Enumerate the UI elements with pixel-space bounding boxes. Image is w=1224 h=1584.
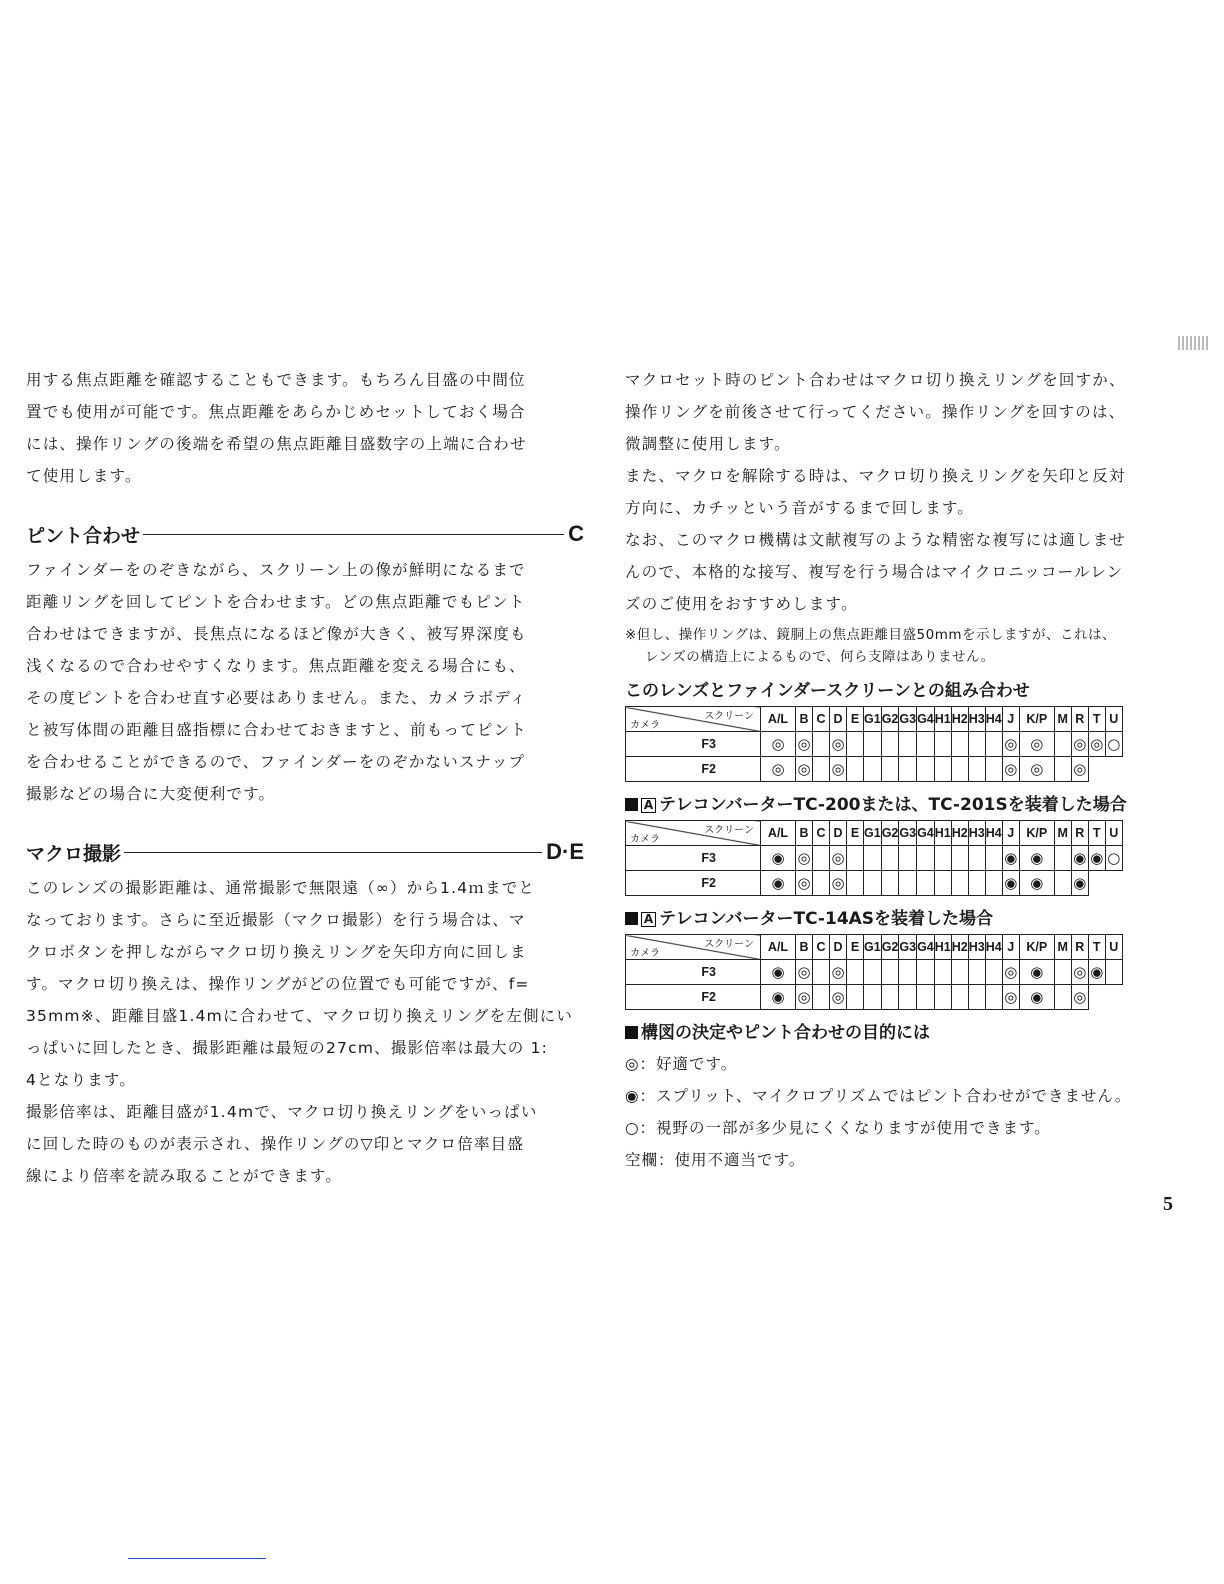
text-line: また、マクロを解除する時は、マクロ切り換えリングを矢印と反対	[625, 467, 1126, 485]
table-cell	[899, 985, 917, 1010]
text-line: には、操作リングの後端を希望の焦点距離目盛数字の上端に合わせ	[26, 435, 527, 453]
column-header: H2	[951, 821, 968, 846]
text-line: 線により倍率を読み取ることができます。	[26, 1167, 343, 1185]
text-line: ファインダーをのぞきながら、スクリーン上の像が鮮明になるまで	[26, 561, 526, 579]
table-cell: ○	[1105, 732, 1122, 757]
table-cell	[1054, 985, 1071, 1010]
table-cell: ◎	[1071, 985, 1088, 1010]
table-title-text: テレコンバーターTC-200または、TC-201Sを装着した場合	[659, 795, 1127, 815]
text-line: ズのご使用をおすすめします。	[625, 595, 858, 613]
table-cell	[813, 732, 830, 757]
column-header: B	[796, 821, 813, 846]
table-cell	[847, 846, 864, 871]
legend-item: 空欄：使用不適当です。	[625, 1151, 806, 1169]
right-column	[625, 364, 1195, 1176]
column-header: G2	[881, 707, 899, 732]
table-cell	[813, 871, 830, 896]
table-cell	[864, 871, 882, 896]
table-cell	[813, 757, 830, 782]
table-cell	[847, 985, 864, 1010]
column-header: H1	[934, 821, 951, 846]
table-cell: ◎	[1019, 757, 1054, 782]
column-header: T	[1088, 707, 1105, 732]
column-header: R	[1071, 707, 1088, 732]
column-header: J	[1002, 821, 1019, 846]
table-cell	[917, 960, 935, 985]
compatibility-table	[625, 934, 1123, 1010]
table-title	[625, 908, 1195, 930]
corner-cell	[626, 935, 761, 960]
column-header: R	[1071, 935, 1088, 960]
table-cell	[968, 732, 985, 757]
text-line: に回した時のものが表示され、操作リングの▽印とマクロ倍率目盛	[26, 1135, 525, 1153]
table-cell: ◎	[1019, 732, 1054, 757]
table-cell	[899, 732, 917, 757]
table-cell: ◉	[1071, 871, 1088, 896]
table-cell	[847, 732, 864, 757]
text-line: 4となります。	[26, 1071, 137, 1089]
table-cell	[985, 985, 1002, 1010]
table-title	[625, 794, 1195, 816]
footer-link-underline	[128, 1558, 266, 1559]
table-cell	[1054, 846, 1071, 871]
table-cell	[917, 732, 935, 757]
column-header: K/P	[1019, 935, 1054, 960]
compatibility-tables	[625, 680, 1195, 1010]
column-header: T	[1088, 935, 1105, 960]
table-header-row	[626, 707, 1123, 732]
column-header: E	[847, 935, 864, 960]
table-cell	[1054, 732, 1071, 757]
macro-paragraph	[26, 872, 584, 1192]
section-heading-macro	[26, 832, 584, 872]
table-cell	[917, 871, 935, 896]
table-cell: ◎	[830, 960, 847, 985]
column-header: H4	[985, 821, 1002, 846]
table-cell	[813, 960, 830, 985]
table-cell: ◎	[761, 757, 796, 782]
table-cell	[951, 871, 968, 896]
table-cell	[881, 732, 899, 757]
column-header: M	[1054, 935, 1071, 960]
table-cell	[968, 960, 985, 985]
corner-cell	[626, 707, 761, 732]
table-cell: ◎	[830, 871, 847, 896]
camera-name: F2	[626, 985, 761, 1010]
table-cell	[951, 960, 968, 985]
table-cell: ◉	[1071, 846, 1088, 871]
table-cell	[968, 985, 985, 1010]
column-header: E	[847, 707, 864, 732]
table-cell: ◉	[1002, 871, 1019, 896]
text-line: マクロセット時のピント合わせはマクロ切り換えリングを回すか、	[625, 371, 1126, 389]
column-header: G1	[864, 707, 882, 732]
camera-name: F3	[626, 960, 761, 985]
table-cell	[968, 846, 985, 871]
page-number: 5	[1163, 1193, 1173, 1215]
table-cell: ◎	[796, 757, 813, 782]
table-cell	[813, 985, 830, 1010]
text-line: 置でも使用が可能です。焦点距離をあらかじめセットしておく場合	[26, 403, 526, 421]
column-header: M	[1054, 821, 1071, 846]
column-header: T	[1088, 821, 1105, 846]
screen-label: スクリーン	[704, 711, 754, 722]
table-cell	[1054, 871, 1071, 896]
section-heading-focus	[26, 514, 584, 554]
text-line: 微調整に使用します。	[625, 435, 791, 453]
compatibility-table	[625, 706, 1123, 782]
camera-label: カメラ	[630, 948, 660, 959]
legend-item: ◎：好適です。	[625, 1055, 738, 1073]
intro-paragraph	[26, 364, 584, 492]
compatibility-table	[625, 820, 1123, 896]
table-title	[625, 680, 1195, 702]
text-line: 用する焦点距離を確認することもできます。もちろん目盛の中間位	[26, 371, 526, 389]
text-line: なっております。さらに至近撮影（マクロ撮影）を行う場合は、マ	[26, 911, 526, 929]
camera-label: カメラ	[630, 720, 660, 731]
table-cell	[899, 846, 917, 871]
text-line: その度ピントを合わせ直す必要はありません。また、カメラボディ	[26, 689, 527, 707]
text-line: を合わせることができるので、ファインダーをのぞかないスナップ	[26, 753, 526, 771]
text-line: このレンズの撮影距離は、通常撮影で無限遠（∞）から1.4ｍまでと	[26, 879, 536, 897]
footnote-line: ※但し、操作リングは、鏡胴上の焦点距離目盛50mmを示しますが、これは、	[625, 627, 1117, 643]
table-cell: ◎	[796, 960, 813, 985]
table-cell	[899, 871, 917, 896]
screen-label: スクリーン	[704, 939, 754, 950]
column-header: D	[830, 821, 847, 846]
column-header: G2	[881, 821, 899, 846]
table-cell	[864, 757, 882, 782]
table-cell	[951, 732, 968, 757]
table-row	[626, 757, 1123, 782]
heading-letter: D·E	[546, 839, 584, 864]
empty-cell	[1088, 871, 1105, 896]
table-cell	[847, 871, 864, 896]
table-cell: ◎	[796, 846, 813, 871]
table-cell	[1105, 960, 1122, 985]
text-line: 浅くなるので合わせやすくなります。焦点距離を変える場合にも、	[26, 657, 526, 675]
black-square-icon	[625, 1026, 638, 1039]
table-cell	[968, 871, 985, 896]
table-title-text: このレンズとファインダースクリーンとの組み合わせ	[625, 681, 1030, 701]
column-header: M	[1054, 707, 1071, 732]
boxed-a-icon: A	[641, 798, 656, 813]
footnote	[625, 624, 1195, 668]
table-header-row	[626, 821, 1123, 846]
column-header: G4	[917, 821, 935, 846]
column-header: H4	[985, 707, 1002, 732]
table-cell	[934, 985, 951, 1010]
table-row	[626, 732, 1123, 757]
macro-continued-paragraph	[625, 364, 1195, 620]
footnote-line: レンズの構造上によるもので、何ら支障はありません。	[645, 649, 995, 665]
table-row	[626, 871, 1123, 896]
empty-cell	[1088, 985, 1105, 1010]
table-cell: ◎	[796, 985, 813, 1010]
empty-cell	[1105, 757, 1122, 782]
table-cell	[899, 757, 917, 782]
table-cell	[985, 960, 1002, 985]
table-cell	[985, 757, 1002, 782]
column-header: D	[830, 707, 847, 732]
table-cell	[917, 985, 935, 1010]
empty-cell	[1105, 871, 1122, 896]
column-header: G4	[917, 707, 935, 732]
table-cell: ◎	[1002, 757, 1019, 782]
text-line: 距離リングを回してピントを合わせます。どの焦点距離でもピント	[26, 593, 526, 611]
column-header: K/P	[1019, 821, 1054, 846]
text-line: 撮影などの場合に大変便利です。	[26, 785, 276, 803]
screen-label: スクリーン	[704, 825, 754, 836]
table-cell: ◉	[761, 846, 796, 871]
text-line: 合わせはできますが、長焦点になるほど像が大きく、被写界深度も	[26, 625, 527, 643]
column-header: H3	[968, 707, 985, 732]
legend-item: ○：視野の一部が多少見にくくなりますが使用できます。	[625, 1119, 1051, 1137]
table-cell: ◉	[1088, 846, 1105, 871]
table-cell: ◉	[761, 960, 796, 985]
table-cell: ◉	[1019, 960, 1054, 985]
table-cell	[881, 960, 899, 985]
table-cell: ◎	[761, 732, 796, 757]
column-header: D	[830, 935, 847, 960]
table-cell: ◎	[830, 757, 847, 782]
table-row	[626, 960, 1123, 985]
table-cell: ◉	[1019, 985, 1054, 1010]
text-line: なお、このマクロ機構は文献複写のような精密な複写には適しませ	[625, 531, 1127, 549]
camera-name: F3	[626, 732, 761, 757]
heading-title: マクロ撮影	[26, 842, 122, 865]
heading-letter: C	[568, 521, 584, 546]
camera-name: F3	[626, 846, 761, 871]
empty-cell	[1088, 757, 1105, 782]
table-cell	[917, 757, 935, 782]
column-header: J	[1002, 707, 1019, 732]
table-cell: ◎	[1088, 732, 1105, 757]
heading-title: ピント合わせ	[26, 524, 141, 547]
table-cell	[881, 757, 899, 782]
column-header: A/L	[761, 821, 796, 846]
table-cell	[951, 846, 968, 871]
table-cell: ◉	[761, 871, 796, 896]
legend-item: ◉：スプリット、マイクロプリズムではピント合わせができません。	[625, 1087, 1132, 1105]
table-cell: ◉	[1019, 846, 1054, 871]
column-header: G1	[864, 935, 882, 960]
table-cell: ◉	[1019, 871, 1054, 896]
column-header: G4	[917, 935, 935, 960]
table-cell: ◎	[1071, 960, 1088, 985]
table-cell	[985, 846, 1002, 871]
column-header: A/L	[761, 707, 796, 732]
table-cell	[1054, 960, 1071, 985]
empty-cell	[1105, 985, 1122, 1010]
legend-title-text: 構図の決定やピント合わせの目的には	[641, 1023, 930, 1043]
table-cell	[847, 757, 864, 782]
table-cell	[934, 960, 951, 985]
column-header: G3	[899, 935, 917, 960]
column-header: G1	[864, 821, 882, 846]
text-line: 35mm※、距離目盛1.4mに合わせて、マクロ切り換えリングを左側にい	[26, 1007, 574, 1025]
table-cell	[881, 846, 899, 871]
text-line: 操作リングを前後させて行ってください。操作リングを回すのは、	[625, 403, 1126, 421]
heading-rule	[124, 852, 542, 853]
table-cell: ○	[1105, 846, 1122, 871]
table-cell	[917, 846, 935, 871]
table-cell	[934, 732, 951, 757]
table-cell: ◎	[1002, 985, 1019, 1010]
column-header: A/L	[761, 935, 796, 960]
heading-rule	[143, 534, 564, 535]
table-header-row	[626, 935, 1123, 960]
column-header: H1	[934, 935, 951, 960]
text-line: クロボタンを押しながらマクロ切り換えリングを矢印方向に回しま	[26, 943, 527, 961]
column-header: C	[813, 707, 830, 732]
column-header: H4	[985, 935, 1002, 960]
column-header: C	[813, 935, 830, 960]
column-header: H1	[934, 707, 951, 732]
legend-title	[625, 1022, 1195, 1044]
table-cell: ◎	[830, 732, 847, 757]
table-row	[626, 985, 1123, 1010]
table-cell: ◎	[796, 732, 813, 757]
camera-name: F2	[626, 871, 761, 896]
camera-label: カメラ	[630, 834, 660, 845]
column-header: B	[796, 707, 813, 732]
column-header: H3	[968, 821, 985, 846]
scan-artifact	[1178, 336, 1208, 350]
table-cell	[847, 960, 864, 985]
table-cell: ◉	[761, 985, 796, 1010]
table-cell	[881, 985, 899, 1010]
table-cell	[968, 757, 985, 782]
table-cell	[951, 757, 968, 782]
table-cell: ◎	[830, 985, 847, 1010]
column-header: J	[1002, 935, 1019, 960]
table-cell: ◎	[1071, 732, 1088, 757]
table-cell	[813, 846, 830, 871]
text-line: っぱいに回したとき、撮影距離は最短の27cm、撮影倍率は最大の 1:	[26, 1039, 549, 1057]
column-header: H2	[951, 707, 968, 732]
camera-name: F2	[626, 757, 761, 782]
table-row	[626, 846, 1123, 871]
black-square-icon	[625, 912, 638, 925]
table-cell	[934, 846, 951, 871]
table-cell	[1054, 757, 1071, 782]
text-line: と被写体間の距離目盛指標に合わせておきますと、前もってピント	[26, 721, 528, 739]
column-header: H3	[968, 935, 985, 960]
text-line: す。マクロ切り換えは、操作リングがどの位置でも可能ですが、f=	[26, 975, 530, 993]
left-column	[26, 364, 584, 1192]
table-cell	[864, 732, 882, 757]
table-cell: ◎	[830, 846, 847, 871]
corner-cell	[626, 821, 761, 846]
table-cell: ◎	[1002, 960, 1019, 985]
column-header: G2	[881, 935, 899, 960]
column-header: U	[1105, 935, 1122, 960]
column-header: R	[1071, 821, 1088, 846]
table-cell	[881, 871, 899, 896]
table-cell	[985, 871, 1002, 896]
text-line: て使用します。	[26, 467, 142, 485]
table-cell	[951, 985, 968, 1010]
table-cell: ◉	[1088, 960, 1105, 985]
table-cell	[985, 732, 1002, 757]
table-cell	[899, 960, 917, 985]
table-cell	[934, 757, 951, 782]
boxed-a-icon: A	[641, 912, 656, 927]
focus-paragraph	[26, 554, 584, 810]
table-cell: ◎	[1002, 732, 1019, 757]
column-header: U	[1105, 821, 1122, 846]
table-cell: ◎	[1071, 757, 1088, 782]
column-header: H2	[951, 935, 968, 960]
column-header: G3	[899, 707, 917, 732]
text-line: んので、本格的な接写、複写を行う場合はマイクロニッコールレン	[625, 563, 1124, 581]
column-header: K/P	[1019, 707, 1054, 732]
table-cell	[934, 871, 951, 896]
text-line: 撮影倍率は、距離目盛が1.4mで、マクロ切り換えリングをいっぱい	[26, 1103, 538, 1121]
table-cell	[864, 960, 882, 985]
column-header: B	[796, 935, 813, 960]
table-cell: ◎	[796, 871, 813, 896]
column-header: C	[813, 821, 830, 846]
column-header: G3	[899, 821, 917, 846]
table-title-text: テレコンバーターTC-14ASを装着した場合	[659, 909, 994, 929]
table-cell	[864, 846, 882, 871]
column-header: E	[847, 821, 864, 846]
column-header: U	[1105, 707, 1122, 732]
table-cell: ◉	[1002, 846, 1019, 871]
table-cell	[864, 985, 882, 1010]
text-line: 方向に、カチッという音がするまで回します。	[625, 499, 974, 517]
black-square-icon	[625, 798, 638, 811]
legend-list	[625, 1048, 1195, 1176]
